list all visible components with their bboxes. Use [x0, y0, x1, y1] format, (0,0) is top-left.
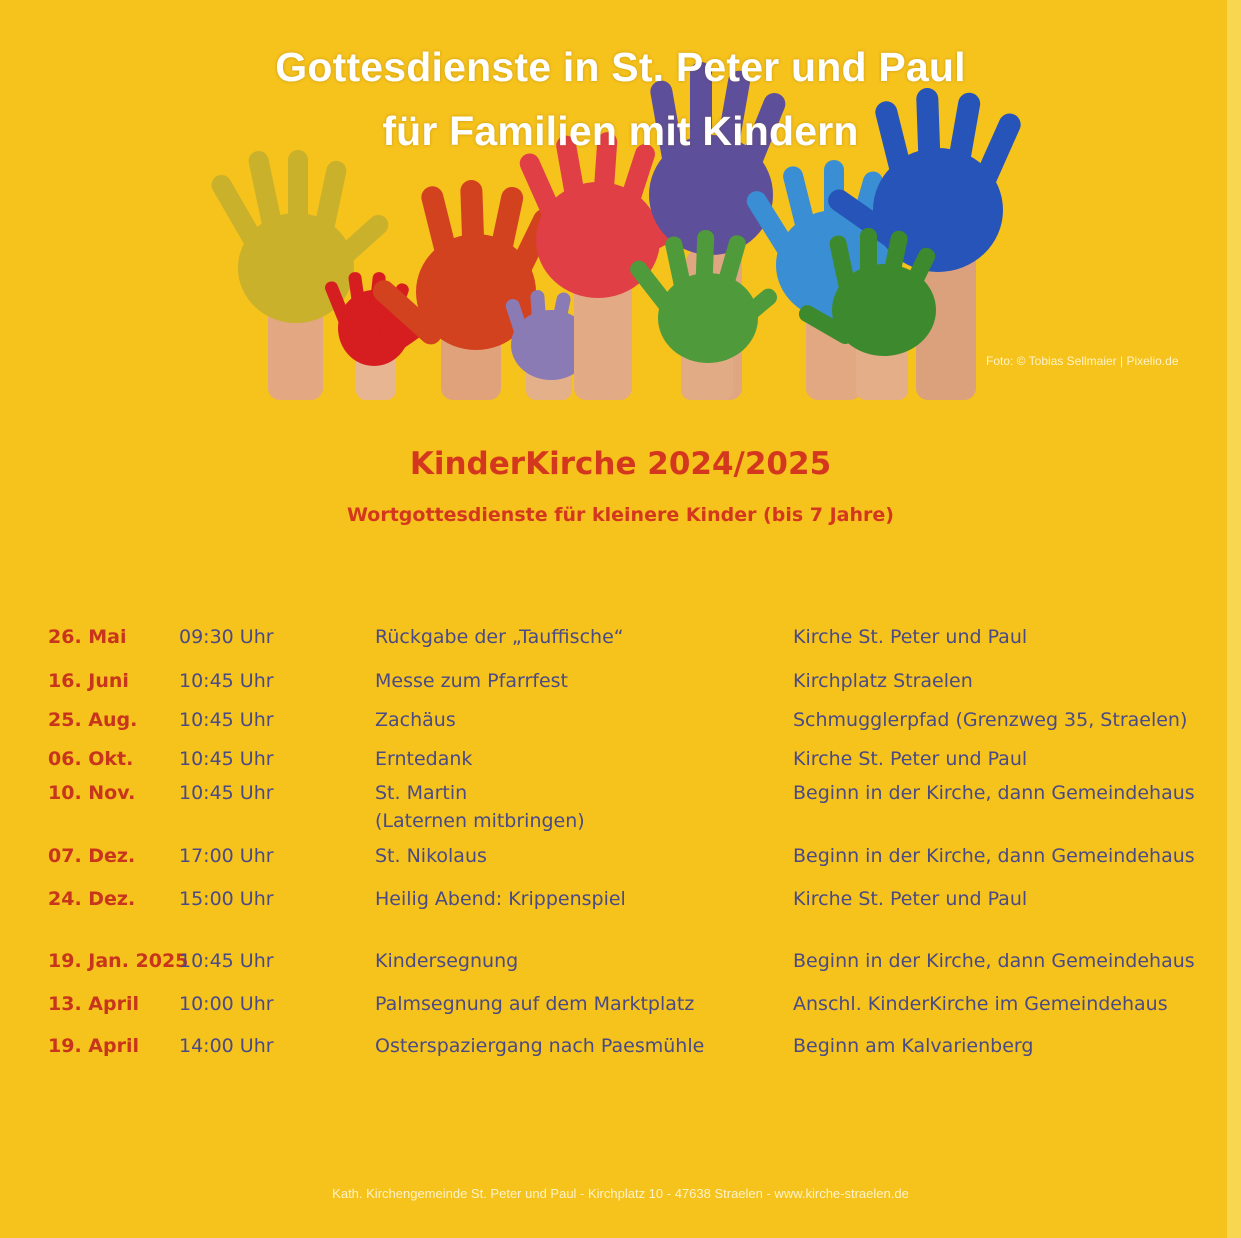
row-time: 14:00 Uhr: [179, 1035, 274, 1057]
row-place: Kirche St. Peter und Paul: [793, 626, 1028, 648]
row-event-line: Messe zum Pfarrfest: [375, 670, 568, 692]
row-date: 10. Nov.: [48, 782, 136, 804]
row-place: Anschl. KinderKirche im Gemeindehaus: [793, 993, 1168, 1015]
row-event: [375, 947, 518, 975]
row-event: [375, 990, 694, 1018]
row-date: 19. April: [48, 1035, 139, 1057]
row-time: 10:45 Uhr: [179, 950, 274, 972]
row-event-line: Erntedank: [375, 748, 473, 770]
row-event-line: St. Martin: [375, 782, 468, 804]
row-date: 13. April: [48, 993, 139, 1015]
row-time: 15:00 Uhr: [179, 888, 274, 910]
row-place: Kirche St. Peter und Paul: [793, 888, 1028, 910]
row-event-line: Osterspaziergang nach Paesmühle: [375, 1035, 705, 1057]
row-time: 10:00 Uhr: [179, 993, 274, 1015]
row-event-line: Heilig Abend: Krippenspiel: [375, 888, 626, 910]
row-event: [375, 1032, 704, 1060]
row-date: 25. Aug.: [48, 709, 138, 731]
row-event-line: Palmsegnung auf dem Marktplatz: [375, 993, 695, 1015]
page-subtitle: Wortgottesdienste für kleinere Kinder (bis 7 Jahre): [347, 504, 894, 526]
row-event: [375, 779, 585, 835]
row-place: Beginn in der Kirche, dann Gemeindehaus: [793, 950, 1195, 972]
headline-line-1: Gottesdienste in St. Peter und Paul: [275, 44, 966, 90]
row-event-line: Zachäus: [375, 709, 456, 731]
row-place: Schmugglerpfad (Grenzweg 35, Straelen): [793, 709, 1188, 731]
footer-address: Kath. Kirchengemeinde St. Peter und Paul - Kirchplatz 10 - 47638 Straelen - www.kirche-straelen.de: [332, 1186, 909, 1201]
row-event-note: (Laternen mitbringen): [375, 810, 585, 832]
headline-line-2: für Familien mit Kindern: [382, 108, 859, 154]
row-event-line: Kindersegnung: [375, 950, 519, 972]
row-event-line: St. Nikolaus: [375, 845, 487, 867]
row-date: 06. Okt.: [48, 748, 134, 770]
row-event-line: Rückgabe der „Tauffische“: [375, 626, 624, 648]
row-date: 07. Dez.: [48, 845, 136, 867]
row-event: [375, 667, 568, 695]
row-place: Kirche St. Peter und Paul: [793, 748, 1028, 770]
row-date: 24. Dez.: [48, 888, 136, 910]
row-event: [375, 623, 624, 651]
row-event: [375, 706, 456, 734]
row-place: Beginn in der Kirche, dann Gemeindehaus: [793, 845, 1195, 867]
row-event: [375, 745, 472, 773]
row-event: [375, 842, 487, 870]
row-place: Kirchplatz Straelen: [793, 670, 973, 692]
photo-credit: Foto: © Tobias Sellmaier | Pixelio.de: [986, 354, 1179, 368]
row-date: 19. Jan. 2025: [48, 950, 189, 972]
row-date: 26. Mai: [48, 626, 127, 648]
paper-edge: [1227, 0, 1241, 1238]
row-date: 16. Juni: [48, 670, 129, 692]
row-event: [375, 885, 626, 913]
page-title: KinderKirche 2024/2025: [409, 446, 832, 482]
row-place: Beginn am Kalvarienberg: [793, 1035, 1034, 1057]
row-time: 10:45 Uhr: [179, 670, 274, 692]
row-time: 10:45 Uhr: [179, 709, 274, 731]
row-time: 10:45 Uhr: [179, 748, 274, 770]
row-time: 17:00 Uhr: [179, 845, 274, 867]
row-time: 09:30 Uhr: [179, 626, 274, 648]
row-place: Beginn in der Kirche, dann Gemeindehaus: [793, 782, 1195, 804]
row-time: 10:45 Uhr: [179, 782, 274, 804]
